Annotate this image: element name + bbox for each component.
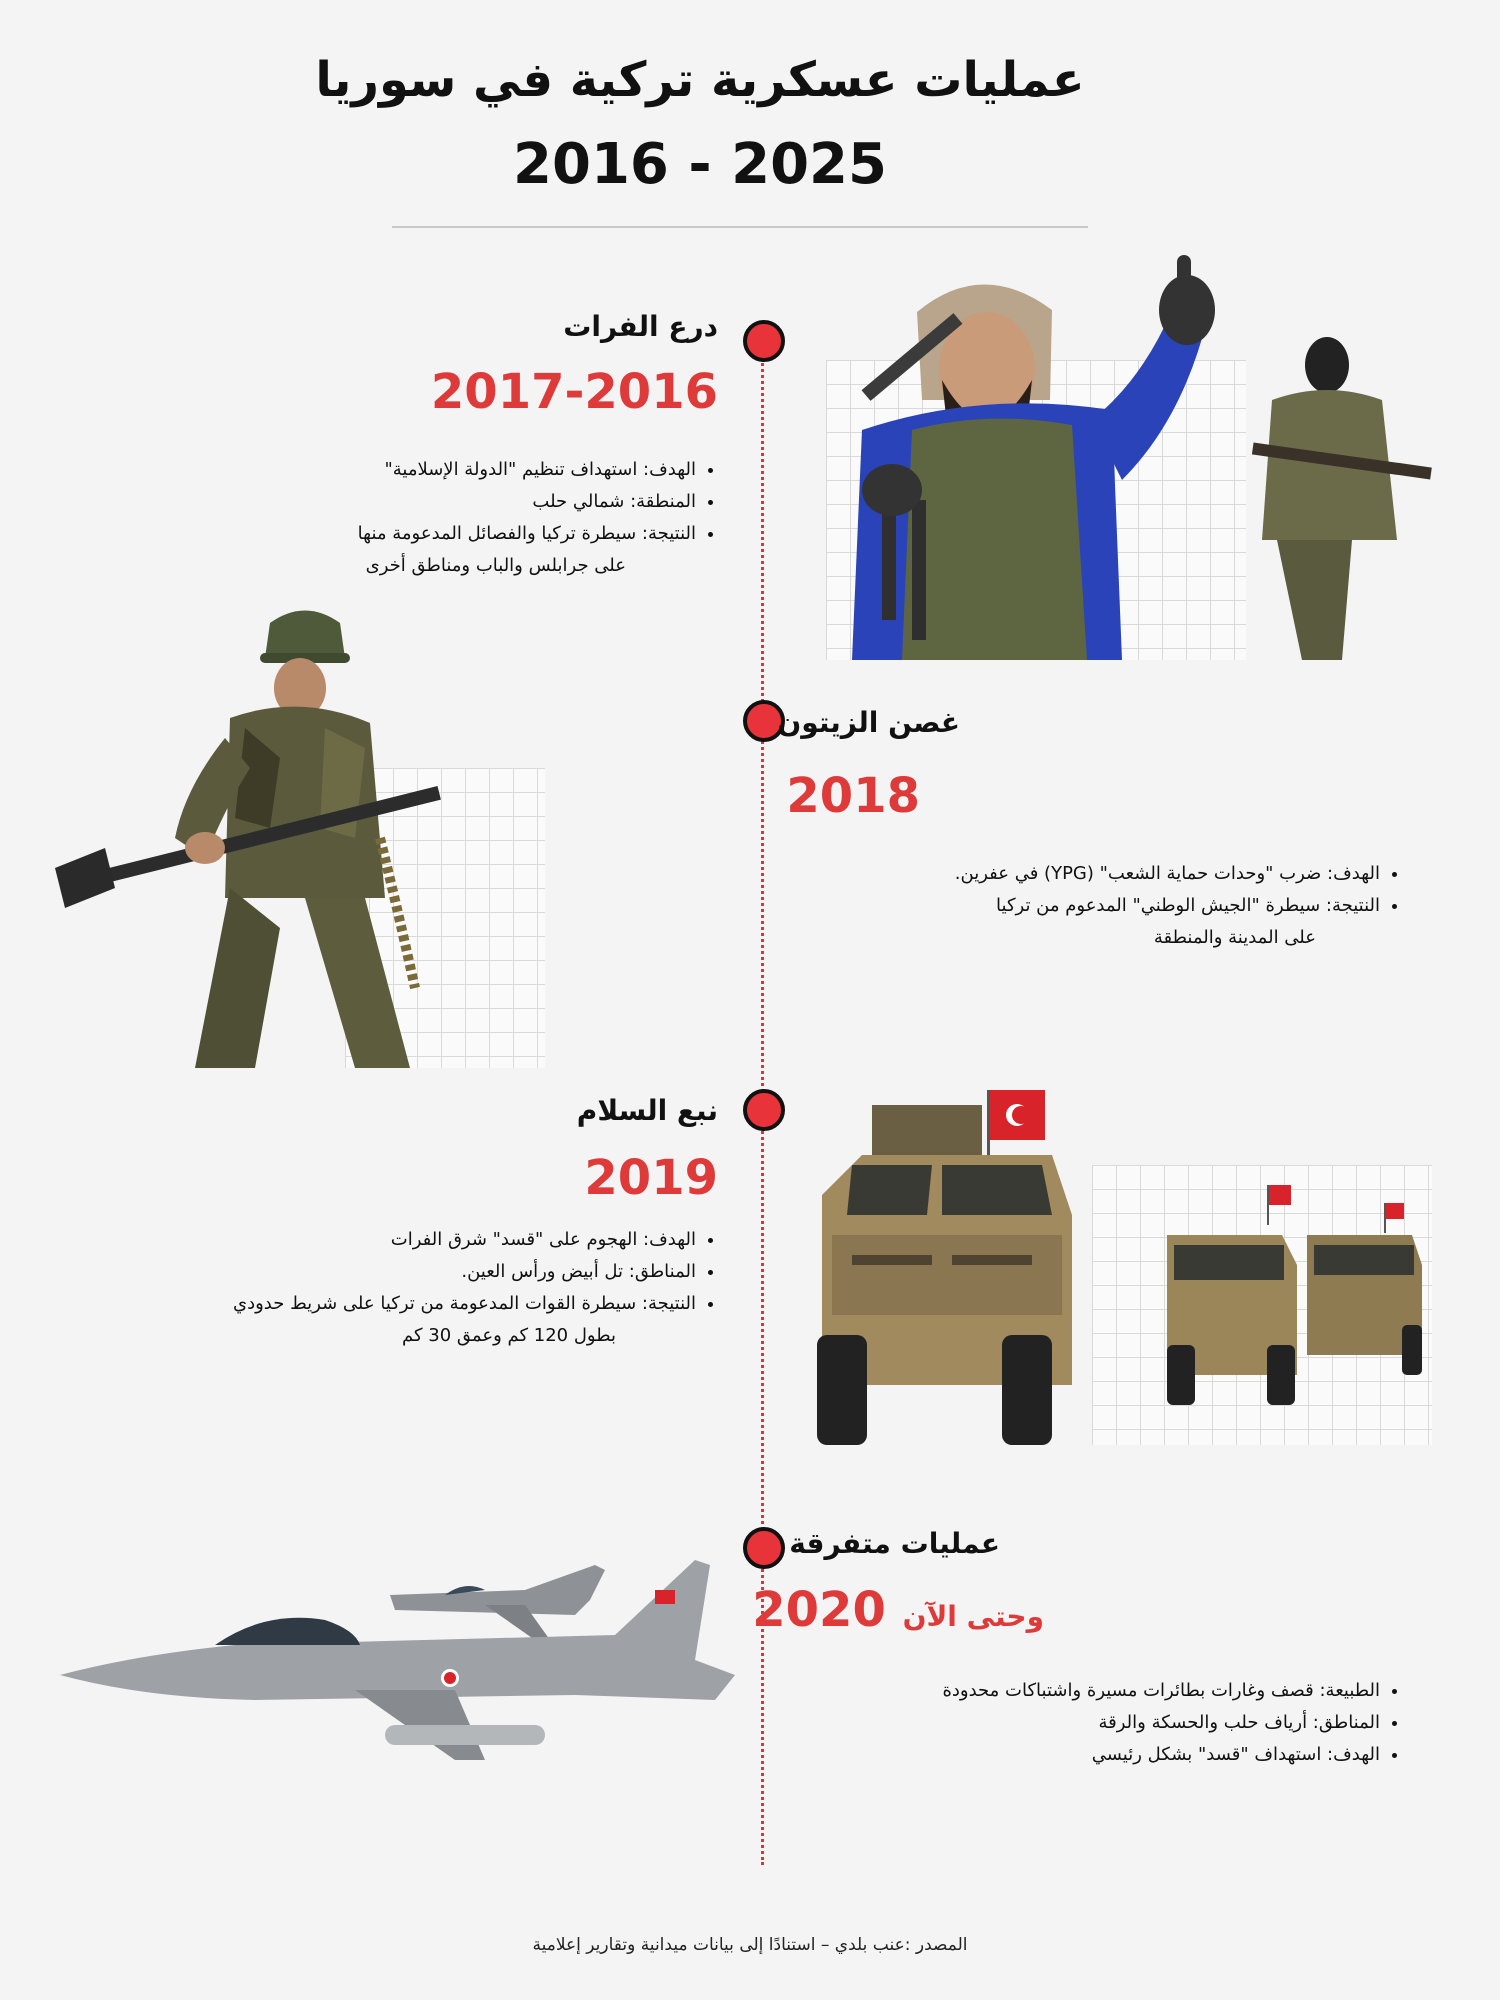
operation-name: درع الفرات — [563, 310, 718, 343]
operation-name: نبع السلام — [576, 1094, 718, 1127]
operation-bullets — [176, 454, 718, 582]
bullet-item: • المناطق: تل أبيض ورأس العين. — [76, 1256, 696, 1288]
header-divider — [392, 226, 1088, 228]
operation-bullets — [820, 858, 1402, 954]
fighters-image — [822, 250, 1442, 660]
operation-year-suffix: وحتى الآن — [902, 1600, 1044, 1633]
timeline-dot — [743, 1089, 785, 1131]
bullet-item: • المنطقة: شمالي حلب — [176, 486, 696, 518]
operation-year: 2020 — [752, 1582, 886, 1638]
bullet-continuation: على المدينة والمنطقة — [1153, 927, 1316, 948]
soldier-image — [55, 598, 565, 1068]
source-note: المصدر :عنب بلدي – استنادًا إلى بيانات ميدانية وتقارير إعلامية — [532, 1935, 968, 1955]
bullet-continuation: على جرابلس والباب ومناطق أخرى — [365, 555, 626, 576]
operation-year: 2018 — [786, 768, 920, 824]
operation-year: 2017-2016 — [430, 364, 718, 420]
armored-vehicles-image — [812, 1085, 1442, 1445]
bullet-item: • الطبيعة: قصف وغارات بطائرات مسيرة واشتباكات محدودة — [760, 1675, 1380, 1707]
operation-name: عمليات متفرقة — [789, 1527, 1000, 1560]
timeline-dot — [743, 320, 785, 362]
bullet-continuation: بطول 120 كم وعمق 30 كم — [402, 1325, 616, 1346]
fighter-jets-image — [55, 1550, 735, 1790]
timeline-dot — [743, 1527, 785, 1569]
bullet-item: • الهدف: الهجوم على "قسد" شرق الفرات — [76, 1224, 696, 1256]
bullet-item: • الهدف: استهداف "قسد" بشكل رئيسي — [760, 1739, 1380, 1771]
bullet-item: • الهدف: ضرب "وحدات حماية الشعب" (YPG) في عفرين. — [820, 858, 1380, 890]
operation-name: غصن الزيتون — [777, 706, 960, 739]
page-years: 2016 - 2025 — [513, 132, 887, 197]
bullet-item: • النتيجة: سيطرة "الجيش الوطني" المدعوم من تركيا — [820, 890, 1380, 922]
bullet-item: • الهدف: استهداف تنظيم "الدولة الإسلامية" — [176, 454, 696, 486]
operation-year-row — [752, 1582, 1062, 1638]
bullet-item: • النتيجة: سيطرة تركيا والفصائل المدعومة منها — [176, 518, 696, 550]
bullet-item: • النتيجة: سيطرة القوات المدعومة من تركيا على شريط حدودي — [76, 1288, 696, 1320]
page-title: عمليات عسكرية تركية في سوريا — [315, 52, 1085, 108]
operation-bullets — [76, 1224, 718, 1352]
bullet-item: • المناطق: أرياف حلب والحسكة والرقة — [760, 1707, 1380, 1739]
operation-year: 2019 — [584, 1150, 718, 1206]
operation-bullets — [760, 1675, 1402, 1771]
